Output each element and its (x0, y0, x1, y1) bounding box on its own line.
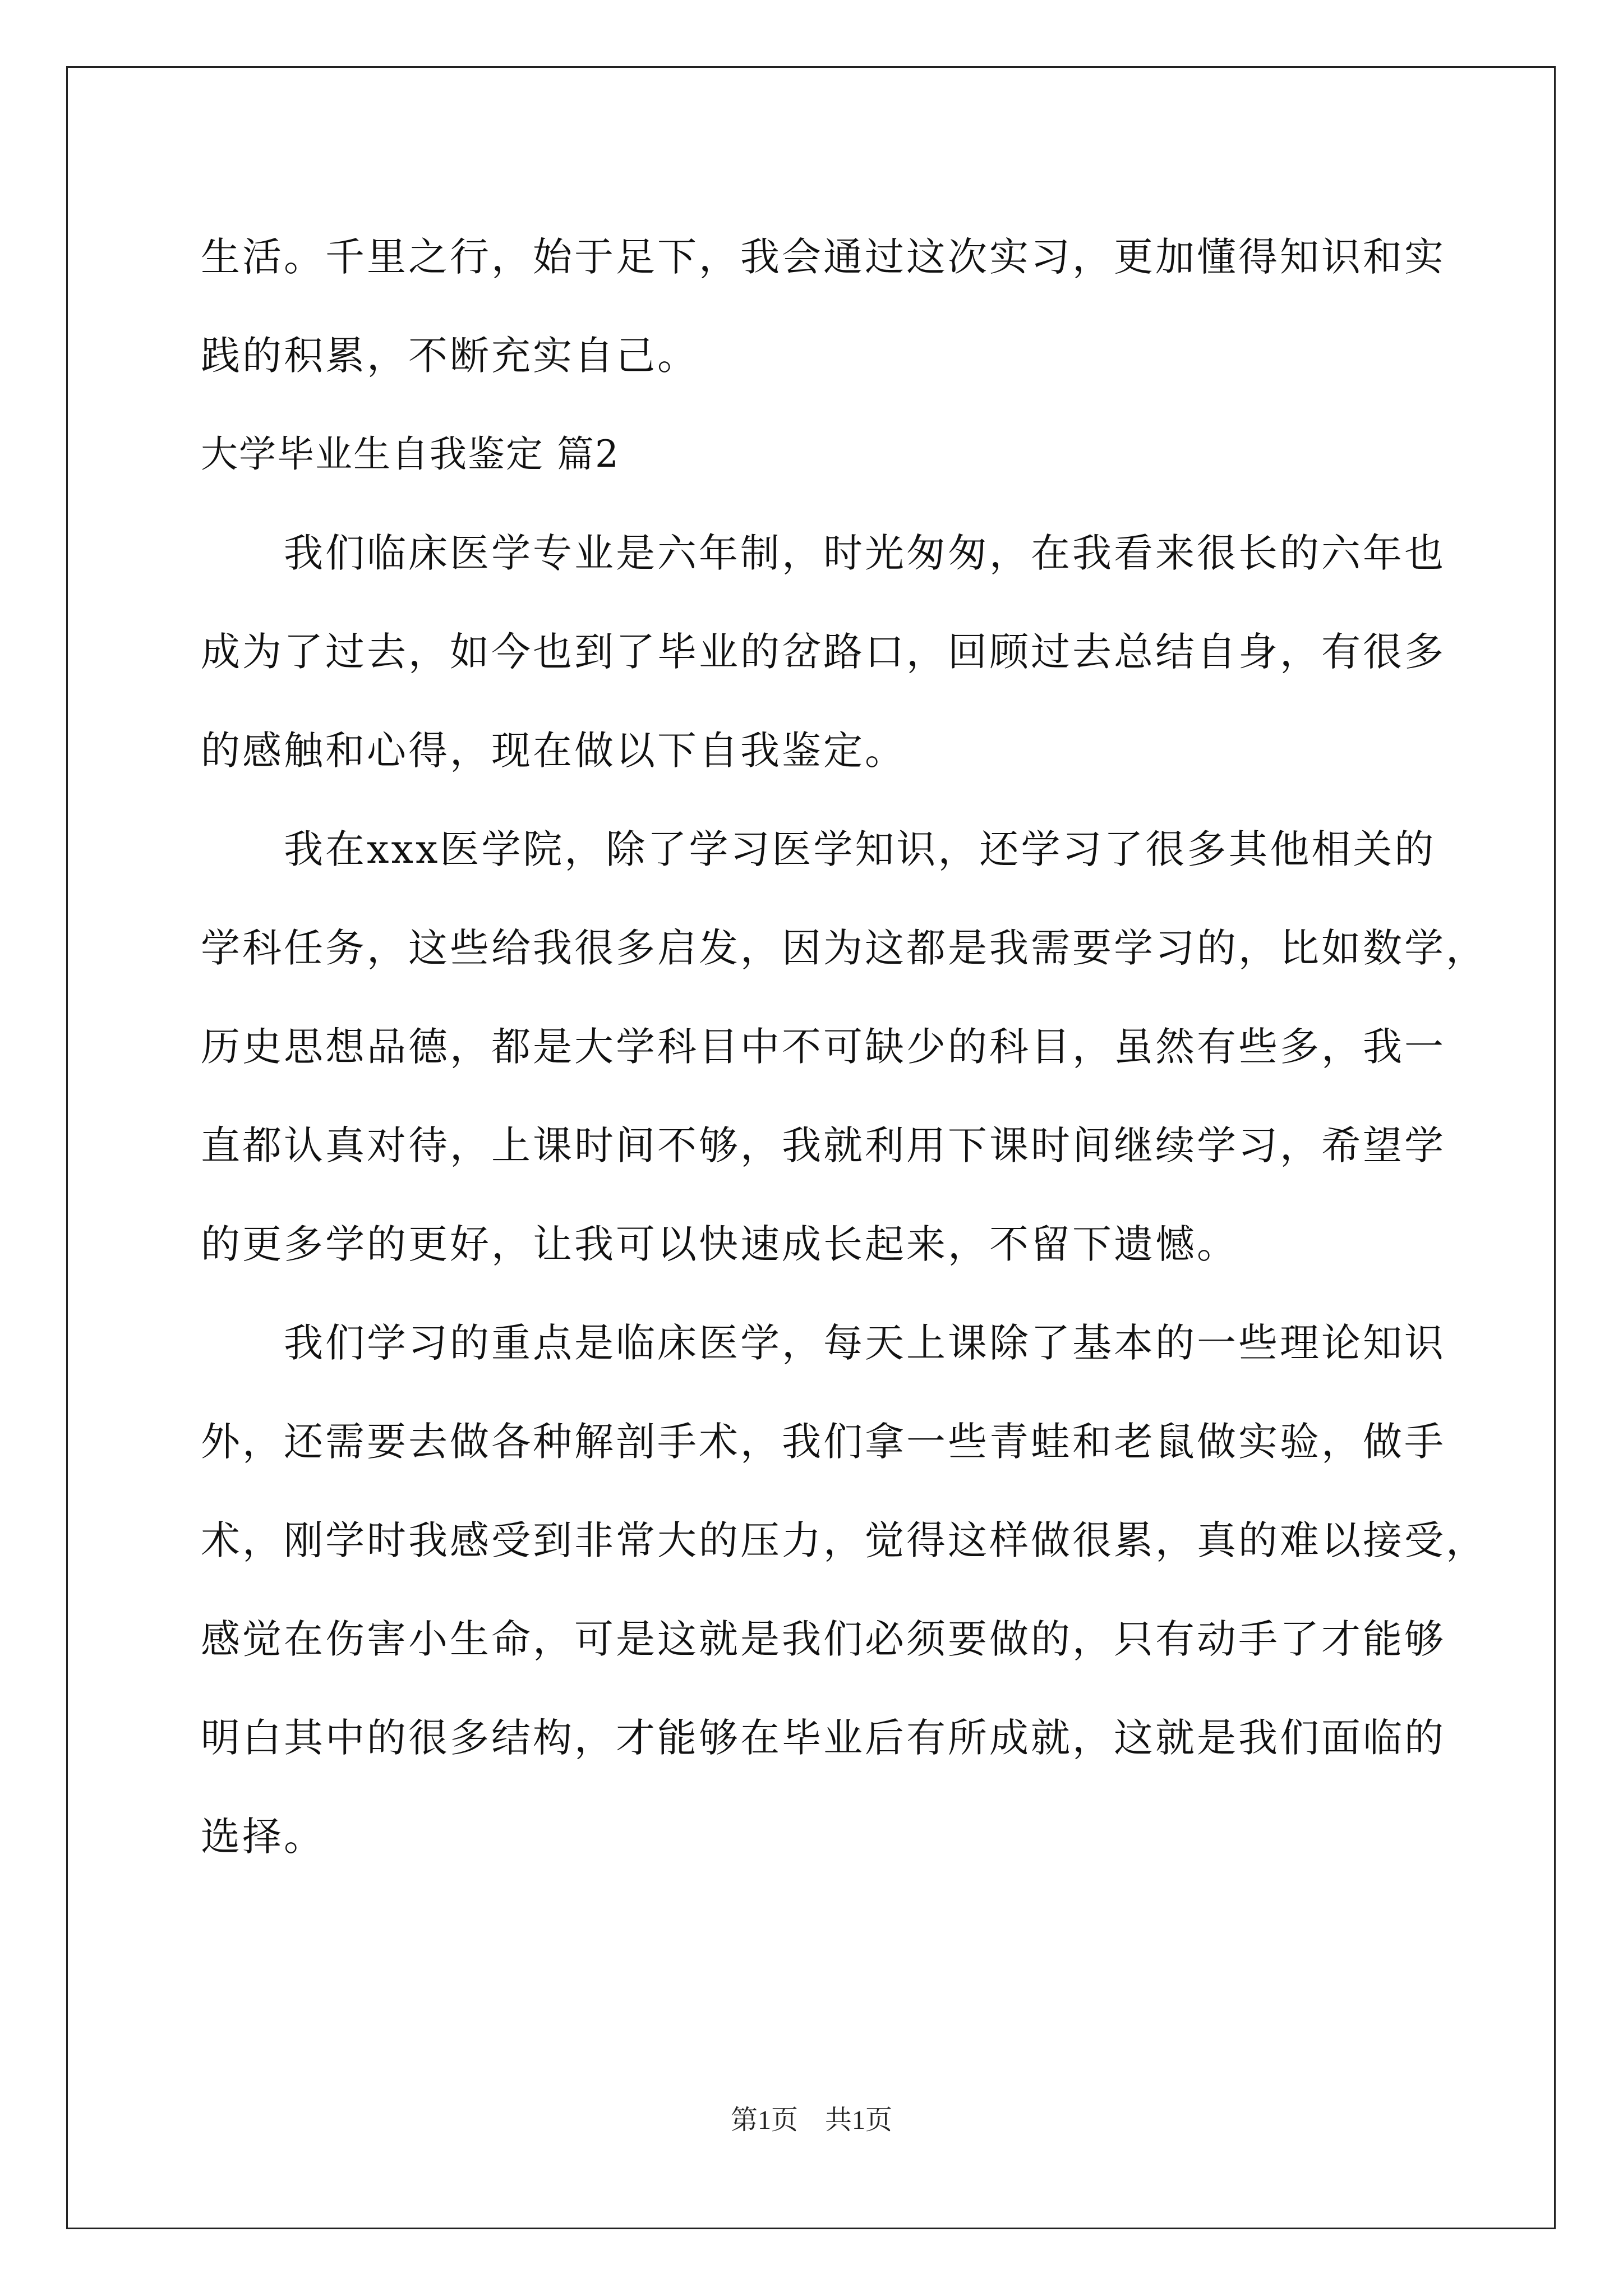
text-line: 学科任务，这些给我很多启发，因为这都是我需要学习的，比如数学， (201, 925, 1487, 971)
text-line: 践的积累，不断充实自己。 (201, 333, 699, 379)
text-line: 的更多学的更好，让我可以快速成长起来，不留下遗憾。 (201, 1221, 1238, 1267)
text-line: 的感触和心得，现在做以下自我鉴定。 (201, 728, 906, 774)
text-line: 明白其中的很多结构，才能够在毕业后有所成就，这就是我们面临的 (201, 1715, 1446, 1761)
paragraph-first-line: 我们学习的重点是临床医学，每天上课除了基本的一些理论知识 (284, 1320, 1446, 1366)
text-line: 外，还需要去做各种解剖手术，我们拿一些青蛙和老鼠做实验，做手 (201, 1419, 1446, 1465)
page-number-footer: 第1页 共1页 (730, 2105, 892, 2135)
document-body (201, 208, 1487, 1886)
paragraph-first-line: 我在xxx医学院，除了学习医学知识，还学习了很多其他相关的 (284, 826, 1436, 872)
text-line: 选择。 (201, 1814, 325, 1860)
text-line: 生活。千里之行，始于足下，我会通过这次实习，更加懂得知识和实 (201, 234, 1446, 280)
text-line: 成为了过去，如今也到了毕业的岔路口，回顾过去总结自身，有很多 (201, 629, 1446, 675)
text-line: 术，刚学时我感受到非常大的压力，觉得这样做很累，真的难以接受， (201, 1517, 1487, 1563)
section-heading: 大学毕业生自我鉴定 篇2 (201, 432, 620, 476)
text-line: 直都认真对待，上课时间不够，我就利用下课时间继续学习，希望学 (201, 1122, 1446, 1168)
paragraph-first-line: 我们临床医学专业是六年制，时光匆匆，在我看来很长的六年也 (284, 530, 1446, 576)
text-line: 感觉在伤害小生命，可是这就是我们必须要做的，只有动手了才能够 (201, 1616, 1446, 1662)
text-line: 历史思想品德，都是大学科目中不可缺少的科目，虽然有些多，我一 (201, 1024, 1446, 1070)
